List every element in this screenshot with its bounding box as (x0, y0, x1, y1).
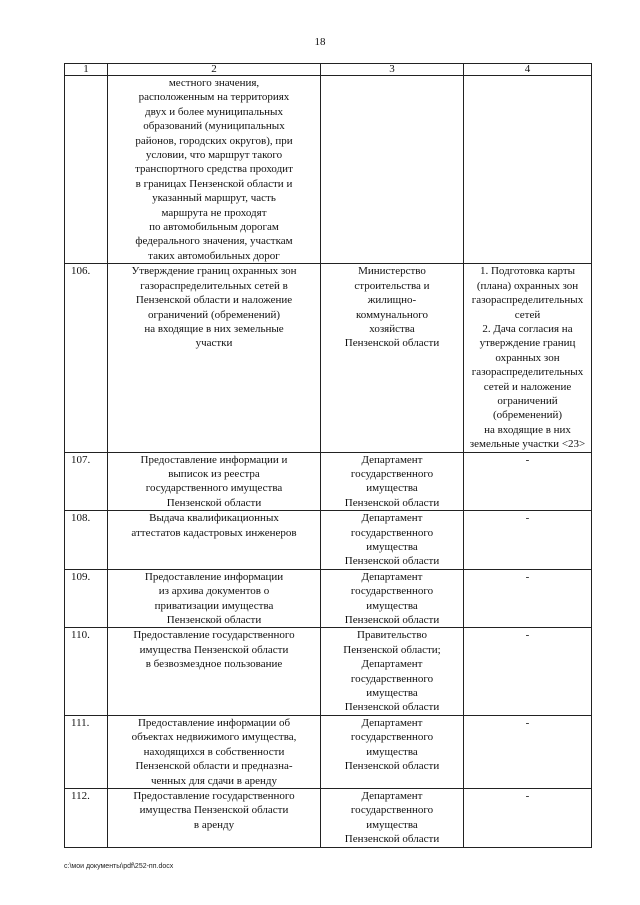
cell-line: (обременений) (492, 409, 563, 422)
header-col-2: 2 (108, 64, 321, 76)
cell-line: жилищно- (367, 294, 417, 307)
cell-line: Департамент (361, 716, 423, 729)
row-number: 110. (65, 628, 108, 715)
cell-line: Выдача квалификационных (149, 512, 279, 525)
required-services-cell (464, 569, 592, 628)
cell-line: на входящие в них (484, 423, 571, 436)
cell-line: коммунального (356, 308, 428, 321)
cell-line: указанный маршрут, часть (152, 192, 276, 205)
cell-line: утверждение границ (479, 337, 576, 350)
authority-cell (321, 715, 464, 788)
cell-line: Предоставление информации и (140, 453, 288, 466)
cell-line: Департамент (361, 453, 423, 466)
cell-line: Пензенской области и наложение (135, 294, 293, 307)
cell-line: имущества (366, 599, 418, 612)
cell-line: Предоставление информации об (137, 716, 291, 729)
cell-line: Предоставление государственного (133, 629, 295, 642)
service-name-cell (108, 76, 321, 264)
cell-line: охранных зон (495, 351, 560, 364)
table-row (65, 569, 592, 628)
cell-line: на входящие в них земельные (144, 322, 284, 335)
cell-line: государственного (350, 731, 434, 744)
cell-line: - (525, 453, 530, 466)
cell-line: (плана) охранных зон (476, 279, 579, 292)
row-number: 111. (65, 715, 108, 788)
authority-cell (321, 628, 464, 715)
cell-line: государственного (350, 672, 434, 685)
cell-line: Пензенской области (344, 833, 440, 846)
cell-line: Департамент (361, 658, 423, 671)
cell-line: ограничений (497, 394, 558, 407)
cell-line: Министерство (358, 265, 426, 278)
cell-line: Пензенской области (344, 614, 440, 627)
cell-line: имущества (366, 745, 418, 758)
required-services-cell (464, 452, 592, 511)
authority-cell (321, 511, 464, 570)
cell-line: Пензенской области (344, 701, 440, 714)
cell-line: транспортного средства проходит (135, 163, 293, 176)
cell-line: газораспределительных сетей в (140, 279, 288, 292)
service-name-cell (108, 569, 321, 628)
cell-line: государственного имущества (145, 482, 283, 495)
service-name-cell (108, 715, 321, 788)
authority-cell (321, 264, 464, 452)
cell-line: земельные участки <23> (469, 438, 586, 451)
header-col-1: 1 (65, 64, 108, 76)
cell-line: Департамент (361, 789, 423, 802)
cell-line: местного значения, (168, 77, 260, 89)
cell-line: Пензенской области (344, 555, 440, 568)
cell-line: Пензенской области (166, 614, 262, 627)
table-row (65, 76, 592, 264)
cell-line: Пензенской области; (343, 643, 441, 656)
cell-line: Предоставление государственного (133, 789, 295, 802)
cell-line: выписок из реестра (168, 467, 260, 480)
cell-line: образований (муниципальных (143, 120, 285, 133)
table-row (65, 788, 592, 847)
service-name-cell (108, 511, 321, 570)
cell-line: имущества (366, 541, 418, 553)
cell-line: газораспределительных (471, 294, 584, 307)
cell-line: по автомобильным дорогам (149, 221, 279, 234)
required-services-cell (464, 511, 592, 570)
cell-line: - (525, 629, 530, 642)
cell-line: приватизации имущества (154, 599, 274, 612)
row-number: 112. (65, 788, 108, 847)
cell-line: - (525, 512, 530, 525)
required-services-cell (464, 76, 592, 264)
cell-line: Утверждение границ охранных зон (131, 265, 297, 278)
required-services-cell (464, 628, 592, 715)
cell-line: Пензенской области (344, 760, 440, 773)
cell-line: имущества (366, 687, 418, 700)
row-number: 106. (65, 264, 108, 452)
header-col-4: 4 (464, 64, 592, 76)
cell-line: находящихся в собственности (143, 745, 285, 758)
table-row (65, 452, 592, 511)
cell-line: имущества Пензенской области (139, 804, 289, 817)
cell-line: таких автомобильных дорог (148, 249, 280, 262)
cell-line: Пензенской области (344, 496, 440, 509)
cell-line: участки (195, 337, 233, 350)
cell-line: государственного (350, 804, 434, 817)
table-row (65, 511, 592, 570)
cell-line: в безвозмездное пользование (145, 658, 283, 671)
cell-line: районов, городских округов), при (135, 134, 293, 147)
file-path-footer: c:\мои документы\pdf\252-пп.docx (64, 863, 174, 870)
service-name-cell (108, 628, 321, 715)
cell-line: в границах Пензенской области и (135, 177, 293, 190)
cell-line: двух и более муниципальных (145, 105, 283, 118)
cell-line: федерального значения, участкам (135, 235, 293, 248)
cell-line: аттестатов кадастровых инженеров (131, 526, 297, 539)
cell-line: 1. Подготовка карты (479, 265, 576, 278)
authority-cell (321, 788, 464, 847)
cell-line: ченных для сдачи в аренду (150, 774, 277, 787)
required-services-cell (464, 264, 592, 452)
cell-line: государственного (350, 467, 434, 480)
cell-line: расположенным на территориях (138, 91, 290, 104)
cell-line: государственного (350, 585, 434, 598)
table-row (65, 715, 592, 788)
page-number: 18 (314, 36, 326, 48)
cell-line: из архива документов о (158, 585, 270, 598)
cell-line: ограничений (обременений) (147, 308, 281, 321)
cell-line: сетей и наложение (483, 380, 572, 393)
service-name-cell (108, 788, 321, 847)
table-row (65, 264, 592, 452)
row-number: 109. (65, 569, 108, 628)
cell-line: Пензенской области (344, 337, 440, 350)
header-col-3: 3 (321, 64, 464, 76)
cell-line: в аренду (193, 818, 235, 831)
services-table (64, 63, 592, 848)
cell-line: строительства и (354, 279, 430, 292)
cell-line: - (525, 716, 530, 729)
service-name-cell (108, 452, 321, 511)
cell-line: Пензенской области (166, 496, 262, 509)
cell-line: сетей (514, 308, 541, 321)
cell-line: Предоставление информации (144, 570, 284, 583)
cell-line: 2. Дача согласия на (482, 322, 573, 335)
cell-line: имущества (366, 818, 418, 831)
cell-line: условии, что маршрут такого (145, 149, 283, 162)
required-services-cell (464, 715, 592, 788)
authority-cell (321, 452, 464, 511)
row-number: 108. (65, 511, 108, 570)
authority-cell (321, 76, 464, 264)
cell-line: Правительство (357, 629, 427, 642)
cell-line: государственного (350, 526, 434, 539)
cell-line: маршрута не проходят (161, 206, 267, 219)
row-number: 107. (65, 452, 108, 511)
authority-cell (321, 569, 464, 628)
cell-line: - (525, 789, 530, 802)
cell-line: объектах недвижимого имущества, (131, 731, 297, 744)
required-services-cell (464, 788, 592, 847)
table-row (65, 628, 592, 715)
service-name-cell (108, 264, 321, 452)
cell-line: - (525, 570, 530, 583)
cell-line: Департамент (361, 512, 423, 525)
row-number (65, 76, 108, 264)
cell-line: имущества Пензенской области (139, 643, 289, 656)
cell-line: Пензенской области и предназна- (135, 760, 293, 773)
cell-line: имущества (366, 482, 418, 495)
cell-line: хозяйства (369, 322, 415, 335)
cell-line: газораспределительных (471, 366, 584, 379)
table-header-row (65, 64, 592, 76)
cell-line: Департамент (361, 570, 423, 583)
